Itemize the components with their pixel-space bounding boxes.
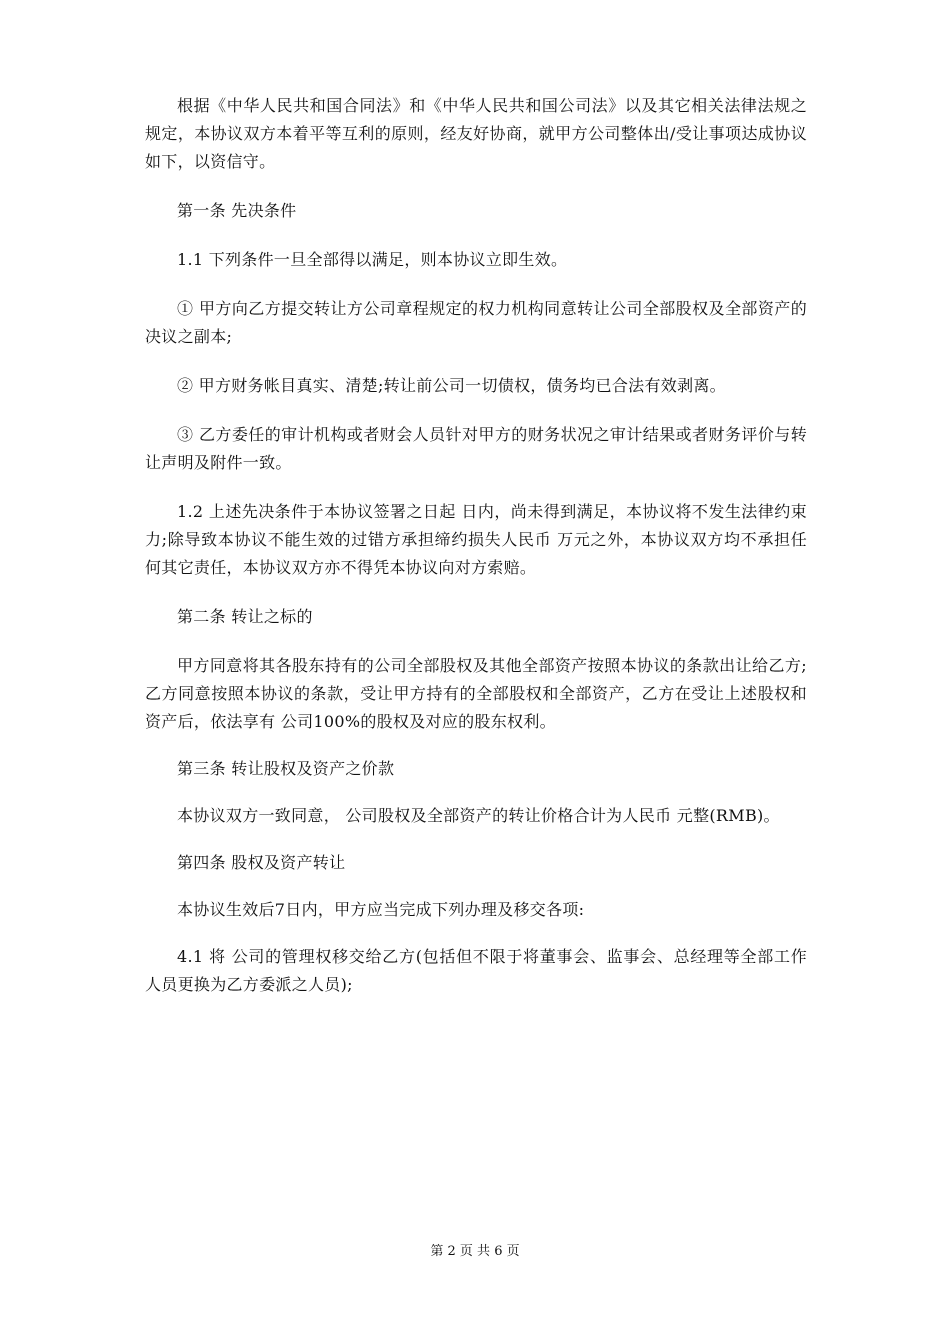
preamble-paragraph: 根据《中华人民共和国合同法》和《中华人民共和国公司法》以及其它相关法律法规之规定，本协议双方本着平等互利的原则，经友好协商，就甲方公司整体出/受让事项达成协议如下，以资信守。 (145, 96, 807, 171)
article-3-heading: 第三条 转让股权及资产之价款 (177, 759, 395, 778)
article-4-heading: 第四条 股权及资产转让 (177, 853, 346, 872)
article-1-heading: 第一条 先决条件 (177, 201, 297, 220)
page-number-footer: 第 2 页 共 6 页 (430, 1244, 520, 1259)
document-body (145, 92, 807, 999)
condition-1: ① 甲方向乙方提交转让方公司章程规定的权力机构同意转让公司全部股权及全部资产的决议之副本; (145, 299, 807, 346)
condition-2: ② 甲方财务帐目真实、清楚;转让前公司一切债权，债务均已合法有效剥离。 (177, 376, 726, 395)
clause-4-1: 4.1 将 公司的管理权移交给乙方(包括但不限于将董事会、监事会、总经理等全部工作人员更换为乙方委派之人员); (145, 947, 807, 994)
condition-3: ③ 乙方委任的审计机构或者财会人员针对甲方的财务状况之审计结果或者财务评价与转让声明及附件一致。 (145, 425, 807, 472)
clause-1-1: 1.1 下列条件一旦全部得以满足，则本协议立即生效。 (177, 250, 568, 269)
article-2-body: 甲方同意将其各股东持有的公司全部股权及其他全部资产按照本协议的条款出让给乙方;乙方同意按照本协议的条款，受让甲方持有的全部股权和全部资产，乙方在受让上述股权和资产后，依法享有 公司100%的股权及对应的股东权利。 (145, 656, 807, 731)
article-4-intro: 本协议生效后7日内，甲方应当完成下列办理及移交各项: (177, 900, 585, 919)
article-2-heading: 第二条 转让之标的 (177, 607, 313, 626)
clause-1-2: 1.2 上述先决条件于本协议签署之日起 日内，尚未得到满足，本协议将不发生法律约束力;除导致本协议不能生效的过错方承担缔约损失人民币 万元之外，本协议双方均不承担任何其它责任，本协议双方亦不得凭本协议向对方索赔。 (145, 502, 807, 577)
article-3-body: 本协议双方一致同意， 公司股权及全部资产的转让价格合计为人民币 元整(RMB)。 (177, 806, 780, 825)
